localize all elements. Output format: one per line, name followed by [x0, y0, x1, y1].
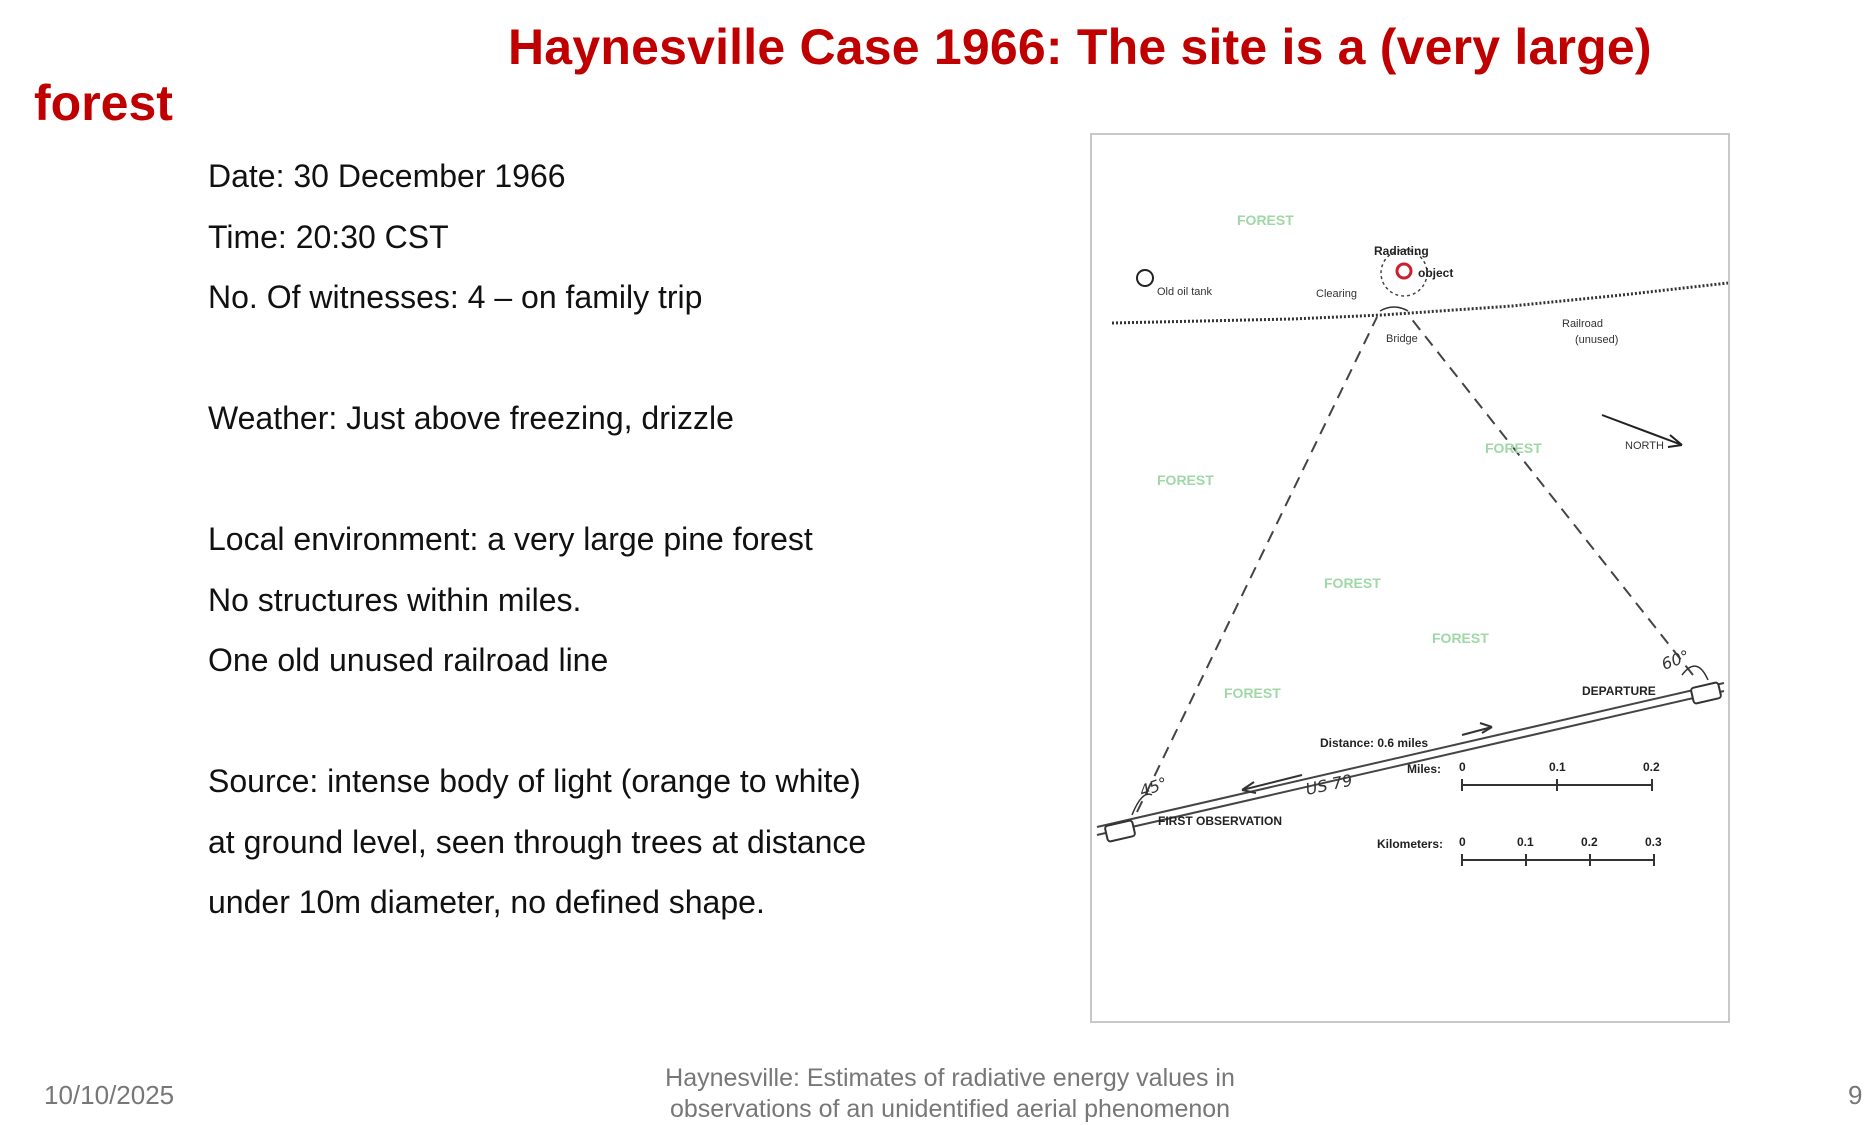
railroad-unused-label: (unused): [1575, 334, 1619, 346]
case-details: [208, 146, 988, 933]
oil-tank-icon: [1137, 270, 1153, 286]
detail-railroad: One old unused railroad line: [208, 642, 609, 678]
forest-label: FOREST: [1485, 440, 1542, 456]
bridge-icon: [1380, 307, 1408, 311]
detail-weather: Weather: Just above freezing, drizzle: [208, 400, 734, 436]
road-label: US 79: [1303, 770, 1355, 799]
detail-witnesses: No. Of witnesses: 4 – on family trip: [208, 279, 703, 315]
miles-tick-label: 0.1: [1549, 760, 1566, 774]
angle-right-label: 60°: [1658, 646, 1693, 674]
distance-label: Distance: 0.6 miles: [1320, 736, 1429, 750]
detail-structures: No structures within miles.: [208, 581, 582, 618]
radiating-object-label-2: object: [1418, 266, 1454, 280]
detail-source-3: under 10m diameter, no defined shape.: [208, 884, 765, 920]
forest-label: FOREST: [1432, 630, 1489, 646]
footer-date: 10/10/2025: [44, 1080, 175, 1110]
blank-line: [208, 449, 988, 510]
km-tick-label: 0: [1459, 835, 1466, 849]
miles-tick-label: 0: [1459, 760, 1466, 774]
north-label: NORTH: [1625, 440, 1664, 452]
radiating-object-icon: [1397, 264, 1411, 278]
departure-label: DEPARTURE: [1582, 684, 1656, 698]
miles-tick-label: 0.2: [1643, 760, 1660, 774]
angle-arc-right: [1682, 666, 1708, 680]
page-number: 9: [1848, 1080, 1863, 1110]
radiating-object-label: Radiating: [1374, 244, 1429, 258]
car-departure: [1691, 682, 1722, 704]
old-oil-tank-label: Old oil tank: [1157, 286, 1213, 298]
km-tick-label: 0.1: [1517, 835, 1534, 849]
footer-title: [590, 1063, 1310, 1125]
blank-line: [208, 328, 988, 389]
slide-title-line-2: forest: [34, 75, 173, 131]
first-observation-label: FIRST OBSERVATION: [1158, 814, 1283, 828]
forest-label: FOREST: [1157, 472, 1214, 488]
highway-us79: [1097, 683, 1724, 827]
footer-title-line-1: Haynesville: Estimates of radiative energy values in: [665, 1064, 1235, 1092]
slide-title-line-1: Haynesville Case 1966: The site is a (very large): [508, 19, 1652, 75]
detail-source-1: Source: intense body of light (orange to white): [208, 763, 861, 799]
miles-scale-label: Miles:: [1407, 762, 1442, 776]
site-map-figure: [1090, 133, 1730, 1023]
sight-line-right: [1410, 317, 1693, 675]
detail-environment: Local environment: a very large pine forest: [208, 521, 813, 557]
km-tick-label: 0.2: [1581, 835, 1598, 849]
km-scale-label: Kilometers:: [1377, 837, 1444, 851]
km-tick-label: 0.3: [1645, 835, 1662, 849]
forest-label: FOREST: [1224, 685, 1281, 701]
forest-label: FOREST: [1324, 575, 1381, 591]
east-arrow: [1462, 723, 1492, 735]
detail-time: Time: 20:30 CST: [208, 218, 449, 255]
angle-left-label: 45°: [1136, 773, 1171, 801]
bridge-label: Bridge: [1386, 333, 1418, 345]
clearing-label: Clearing: [1316, 288, 1357, 300]
railroad-label: Railroad: [1562, 318, 1603, 330]
blank-line: [208, 691, 988, 752]
forest-label: FOREST: [1237, 212, 1294, 228]
footer-title-line-2: observations of an unidentified aerial phenomenon: [669, 1095, 1231, 1123]
detail-date: Date: 30 December 1966: [208, 158, 566, 194]
site-map-svg: [1092, 135, 1728, 1021]
detail-source-2: at ground level, seen through trees at distance: [208, 823, 867, 860]
